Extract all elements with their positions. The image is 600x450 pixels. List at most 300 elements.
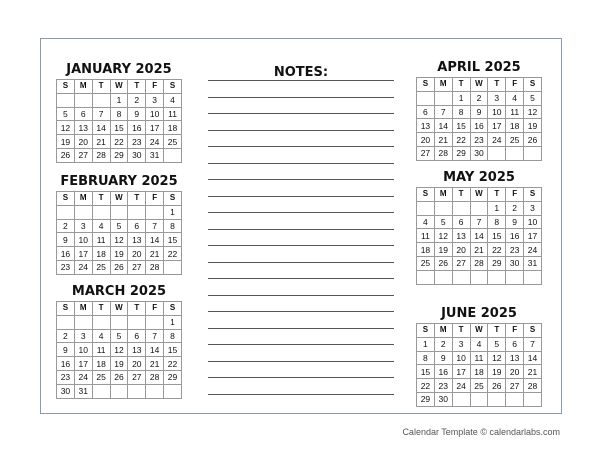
day-cell: 11 xyxy=(417,229,435,243)
weekday-header: T xyxy=(452,324,470,338)
month-grid xyxy=(416,323,542,407)
day-cell: 15 xyxy=(110,121,128,135)
month-title: JANUARY 2025 xyxy=(66,62,172,77)
empty-day-cell xyxy=(417,270,435,284)
empty-day-cell xyxy=(488,270,506,284)
day-cell: 26 xyxy=(110,370,128,384)
day-cell: 27 xyxy=(128,260,146,274)
day-cell: 16 xyxy=(470,119,488,133)
day-cell: 18 xyxy=(92,357,110,371)
empty-day-cell xyxy=(434,270,452,284)
note-line[interactable] xyxy=(208,212,394,213)
weekday-header: F xyxy=(146,80,164,94)
day-cell: 5 xyxy=(434,215,452,229)
empty-day-cell xyxy=(452,392,470,406)
day-cell: 16 xyxy=(434,365,452,379)
day-cell: 28 xyxy=(434,146,452,160)
empty-day-cell xyxy=(417,91,435,105)
day-cell: 4 xyxy=(92,329,110,343)
day-cell: 20 xyxy=(74,135,92,149)
day-cell: 18 xyxy=(470,365,488,379)
weekday-header: T xyxy=(452,78,470,92)
day-cell: 5 xyxy=(524,91,542,105)
day-cell: 1 xyxy=(164,205,182,219)
week-row xyxy=(57,343,182,357)
day-cell: 3 xyxy=(488,91,506,105)
day-cell: 21 xyxy=(524,365,542,379)
note-line[interactable] xyxy=(208,97,394,98)
weekday-header: M xyxy=(434,324,452,338)
day-cell: 6 xyxy=(74,107,92,121)
week-row xyxy=(57,135,182,149)
weekday-header: F xyxy=(146,302,164,316)
day-cell: 28 xyxy=(524,379,542,393)
empty-day-cell xyxy=(452,201,470,215)
day-cell: 2 xyxy=(57,329,75,343)
note-line[interactable] xyxy=(208,163,394,164)
day-cell: 24 xyxy=(488,133,506,147)
day-cell: 13 xyxy=(74,121,92,135)
day-cell: 29 xyxy=(164,370,182,384)
weekday-header: M xyxy=(74,192,92,206)
weekday-header: S xyxy=(524,188,542,202)
note-line[interactable] xyxy=(208,130,394,131)
weekday-header: W xyxy=(110,192,128,206)
day-cell: 12 xyxy=(488,351,506,365)
day-cell: 10 xyxy=(452,351,470,365)
calendar-may xyxy=(416,171,542,285)
day-cell: 20 xyxy=(128,247,146,261)
day-cell: 25 xyxy=(470,379,488,393)
note-line[interactable] xyxy=(208,278,394,279)
day-cell: 16 xyxy=(506,229,524,243)
day-cell: 12 xyxy=(110,343,128,357)
day-cell: 1 xyxy=(110,93,128,107)
week-row xyxy=(57,315,182,329)
week-row xyxy=(57,370,182,384)
month-title: MARCH 2025 xyxy=(71,284,167,299)
day-cell: 20 xyxy=(452,243,470,257)
day-cell: 22 xyxy=(417,379,435,393)
week-row xyxy=(57,329,182,343)
weekday-header: T xyxy=(128,80,146,94)
day-cell: 9 xyxy=(434,351,452,365)
week-row xyxy=(57,233,182,247)
note-line[interactable] xyxy=(208,146,394,147)
day-cell: 31 xyxy=(146,148,164,162)
empty-day-cell xyxy=(57,315,75,329)
week-row xyxy=(417,351,542,365)
day-cell: 21 xyxy=(470,243,488,257)
day-cell: 17 xyxy=(524,229,542,243)
day-cell: 9 xyxy=(57,233,75,247)
day-cell: 2 xyxy=(470,91,488,105)
day-cell: 19 xyxy=(524,119,542,133)
day-cell: 21 xyxy=(92,135,110,149)
day-cell: 7 xyxy=(146,329,164,343)
day-cell: 24 xyxy=(74,370,92,384)
week-row xyxy=(57,107,182,121)
day-cell: 8 xyxy=(164,219,182,233)
day-cell: 23 xyxy=(128,135,146,149)
day-cell: 21 xyxy=(434,133,452,147)
day-cell: 19 xyxy=(434,243,452,257)
weekday-header: S xyxy=(57,192,75,206)
day-cell: 1 xyxy=(452,91,470,105)
day-cell: 11 xyxy=(92,233,110,247)
empty-day-cell xyxy=(128,384,146,398)
day-cell: 23 xyxy=(57,260,75,274)
day-cell: 1 xyxy=(164,315,182,329)
day-cell: 6 xyxy=(417,105,435,119)
day-cell: 30 xyxy=(470,146,488,160)
day-cell: 15 xyxy=(452,119,470,133)
weekday-header: T xyxy=(92,192,110,206)
week-row xyxy=(417,215,542,229)
day-cell: 10 xyxy=(488,105,506,119)
empty-day-cell xyxy=(92,315,110,329)
day-cell: 14 xyxy=(470,229,488,243)
day-cell: 30 xyxy=(506,256,524,270)
day-cell: 18 xyxy=(164,121,182,135)
day-cell: 4 xyxy=(506,91,524,105)
month-title: APRIL 2025 xyxy=(437,60,521,75)
day-cell: 15 xyxy=(164,233,182,247)
empty-day-cell xyxy=(452,270,470,284)
day-cell: 10 xyxy=(524,215,542,229)
empty-day-cell xyxy=(128,205,146,219)
day-cell: 2 xyxy=(506,201,524,215)
note-line[interactable] xyxy=(208,311,394,312)
day-cell: 3 xyxy=(74,219,92,233)
month-title: FEBRUARY 2025 xyxy=(60,174,178,189)
empty-day-cell xyxy=(434,201,452,215)
day-cell: 17 xyxy=(488,119,506,133)
month-title: MAY 2025 xyxy=(443,170,515,185)
empty-day-cell xyxy=(74,93,92,107)
note-line[interactable] xyxy=(208,113,394,114)
day-cell: 17 xyxy=(452,365,470,379)
day-cell: 24 xyxy=(452,379,470,393)
week-row xyxy=(417,392,542,406)
calendar-march xyxy=(56,285,182,399)
day-cell: 28 xyxy=(146,260,164,274)
day-cell: 23 xyxy=(470,133,488,147)
day-cell: 22 xyxy=(110,135,128,149)
day-cell: 8 xyxy=(452,105,470,119)
day-cell: 7 xyxy=(470,215,488,229)
day-cell: 28 xyxy=(146,370,164,384)
empty-day-cell xyxy=(164,148,182,162)
empty-day-cell xyxy=(92,205,110,219)
day-cell: 20 xyxy=(417,133,435,147)
day-cell: 19 xyxy=(57,135,75,149)
note-line[interactable] xyxy=(208,295,394,296)
note-line[interactable] xyxy=(208,80,394,81)
day-cell: 1 xyxy=(417,337,435,351)
day-cell: 28 xyxy=(470,256,488,270)
day-cell: 7 xyxy=(434,105,452,119)
empty-day-cell xyxy=(110,384,128,398)
day-cell: 6 xyxy=(128,329,146,343)
weekday-header: M xyxy=(434,78,452,92)
day-cell: 10 xyxy=(146,107,164,121)
week-row xyxy=(57,219,182,233)
empty-day-cell xyxy=(74,205,92,219)
note-line[interactable] xyxy=(208,196,394,197)
weekday-header: M xyxy=(74,302,92,316)
empty-day-cell xyxy=(110,315,128,329)
calendar-june xyxy=(416,307,542,407)
day-cell: 18 xyxy=(417,243,435,257)
day-cell: 25 xyxy=(417,256,435,270)
note-line[interactable] xyxy=(208,179,394,180)
day-cell: 5 xyxy=(110,219,128,233)
day-cell: 2 xyxy=(128,93,146,107)
day-cell: 15 xyxy=(417,365,435,379)
day-cell: 23 xyxy=(434,379,452,393)
day-cell: 8 xyxy=(110,107,128,121)
weekday-header: S xyxy=(164,302,182,316)
week-row xyxy=(57,121,182,135)
day-cell: 3 xyxy=(146,93,164,107)
empty-day-cell xyxy=(524,146,542,160)
day-cell: 15 xyxy=(164,343,182,357)
day-cell: 9 xyxy=(128,107,146,121)
day-cell: 25 xyxy=(92,260,110,274)
day-cell: 25 xyxy=(164,135,182,149)
weekday-header: S xyxy=(417,188,435,202)
empty-day-cell xyxy=(57,205,75,219)
weekday-header: T xyxy=(128,302,146,316)
day-cell: 25 xyxy=(92,370,110,384)
empty-day-cell xyxy=(506,270,524,284)
calendar-february xyxy=(56,175,182,275)
day-cell: 24 xyxy=(146,135,164,149)
weekday-header: S xyxy=(524,324,542,338)
day-cell: 17 xyxy=(146,121,164,135)
day-cell: 11 xyxy=(164,107,182,121)
week-row xyxy=(417,256,542,270)
day-cell: 1 xyxy=(488,201,506,215)
day-cell: 7 xyxy=(146,219,164,233)
weekday-header: S xyxy=(417,78,435,92)
weekday-header: T xyxy=(128,192,146,206)
day-cell: 10 xyxy=(74,233,92,247)
empty-day-cell xyxy=(146,384,164,398)
day-cell: 29 xyxy=(488,256,506,270)
day-cell: 19 xyxy=(488,365,506,379)
day-cell: 23 xyxy=(506,243,524,257)
day-cell: 31 xyxy=(524,256,542,270)
note-line[interactable] xyxy=(208,344,394,345)
day-cell: 20 xyxy=(128,357,146,371)
day-cell: 6 xyxy=(506,337,524,351)
week-row xyxy=(417,201,542,215)
day-cell: 28 xyxy=(92,148,110,162)
footer-credit: Calendar Template © calendarlabs.com xyxy=(402,427,560,437)
day-cell: 16 xyxy=(128,121,146,135)
day-cell: 16 xyxy=(57,247,75,261)
day-cell: 26 xyxy=(57,148,75,162)
day-cell: 4 xyxy=(417,215,435,229)
day-cell: 17 xyxy=(74,357,92,371)
weekday-header: F xyxy=(146,192,164,206)
day-cell: 13 xyxy=(128,343,146,357)
note-line[interactable] xyxy=(208,262,394,263)
day-cell: 27 xyxy=(452,256,470,270)
week-row xyxy=(57,148,182,162)
day-cell: 18 xyxy=(506,119,524,133)
day-cell: 24 xyxy=(74,260,92,274)
month-grid xyxy=(416,77,542,161)
day-cell: 17 xyxy=(74,247,92,261)
weekday-header: W xyxy=(470,78,488,92)
note-line[interactable] xyxy=(208,328,394,329)
weekday-header: F xyxy=(506,188,524,202)
weekday-header: W xyxy=(110,302,128,316)
empty-day-cell xyxy=(164,260,182,274)
day-cell: 3 xyxy=(524,201,542,215)
weekday-header: S xyxy=(57,80,75,94)
week-row xyxy=(417,119,542,133)
week-row xyxy=(417,270,542,284)
empty-day-cell xyxy=(146,315,164,329)
empty-day-cell xyxy=(146,205,164,219)
note-line[interactable] xyxy=(208,229,394,230)
empty-day-cell xyxy=(506,392,524,406)
day-cell: 6 xyxy=(128,219,146,233)
empty-day-cell xyxy=(110,205,128,219)
day-cell: 4 xyxy=(92,219,110,233)
day-cell: 14 xyxy=(524,351,542,365)
day-cell: 13 xyxy=(452,229,470,243)
empty-day-cell xyxy=(470,201,488,215)
week-row xyxy=(417,146,542,160)
day-cell: 12 xyxy=(57,121,75,135)
weekday-header: T xyxy=(488,78,506,92)
week-row xyxy=(417,105,542,119)
week-row xyxy=(57,357,182,371)
weekday-header: W xyxy=(110,80,128,94)
note-line[interactable] xyxy=(208,394,394,395)
weekday-header: S xyxy=(57,302,75,316)
empty-day-cell xyxy=(57,93,75,107)
day-cell: 22 xyxy=(488,243,506,257)
weekday-header: T xyxy=(92,302,110,316)
empty-day-cell xyxy=(92,384,110,398)
day-cell: 8 xyxy=(417,351,435,365)
day-cell: 18 xyxy=(92,247,110,261)
week-row xyxy=(417,365,542,379)
day-cell: 30 xyxy=(57,384,75,398)
day-cell: 9 xyxy=(506,215,524,229)
week-row xyxy=(417,91,542,105)
empty-day-cell xyxy=(524,392,542,406)
day-cell: 15 xyxy=(488,229,506,243)
empty-day-cell xyxy=(434,91,452,105)
day-cell: 10 xyxy=(74,343,92,357)
month-grid xyxy=(416,187,542,285)
weekday-header: W xyxy=(470,188,488,202)
day-cell: 13 xyxy=(128,233,146,247)
day-cell: 24 xyxy=(524,243,542,257)
day-cell: 11 xyxy=(92,343,110,357)
day-cell: 8 xyxy=(488,215,506,229)
day-cell: 5 xyxy=(57,107,75,121)
day-cell: 3 xyxy=(74,329,92,343)
day-cell: 12 xyxy=(434,229,452,243)
day-cell: 7 xyxy=(524,337,542,351)
day-cell: 19 xyxy=(110,247,128,261)
notes-lines xyxy=(208,64,394,394)
week-row xyxy=(57,93,182,107)
day-cell: 30 xyxy=(128,148,146,162)
day-cell: 14 xyxy=(92,121,110,135)
day-cell: 4 xyxy=(470,337,488,351)
day-cell: 20 xyxy=(506,365,524,379)
day-cell: 5 xyxy=(488,337,506,351)
day-cell: 21 xyxy=(146,247,164,261)
week-row xyxy=(57,247,182,261)
empty-day-cell xyxy=(470,270,488,284)
day-cell: 14 xyxy=(434,119,452,133)
day-cell: 30 xyxy=(434,392,452,406)
day-cell: 31 xyxy=(74,384,92,398)
week-row xyxy=(417,243,542,257)
week-row xyxy=(417,337,542,351)
empty-day-cell xyxy=(74,315,92,329)
empty-day-cell xyxy=(506,146,524,160)
day-cell: 26 xyxy=(524,133,542,147)
empty-day-cell xyxy=(164,384,182,398)
week-row xyxy=(417,133,542,147)
month-grid xyxy=(56,79,182,163)
day-cell: 25 xyxy=(506,133,524,147)
day-cell: 4 xyxy=(164,93,182,107)
day-cell: 29 xyxy=(417,392,435,406)
day-cell: 12 xyxy=(524,105,542,119)
empty-day-cell xyxy=(470,392,488,406)
day-cell: 27 xyxy=(506,379,524,393)
week-row xyxy=(417,229,542,243)
weekday-header: F xyxy=(506,324,524,338)
empty-day-cell xyxy=(488,146,506,160)
week-row xyxy=(57,384,182,398)
empty-day-cell xyxy=(488,392,506,406)
day-cell: 9 xyxy=(470,105,488,119)
day-cell: 23 xyxy=(57,370,75,384)
note-line[interactable] xyxy=(208,361,394,362)
weekday-header: W xyxy=(470,324,488,338)
day-cell: 22 xyxy=(164,357,182,371)
week-row xyxy=(57,205,182,219)
month-grid xyxy=(56,301,182,399)
empty-day-cell xyxy=(128,315,146,329)
empty-day-cell xyxy=(417,201,435,215)
day-cell: 6 xyxy=(452,215,470,229)
month-title: JUNE 2025 xyxy=(441,306,517,321)
day-cell: 14 xyxy=(146,233,164,247)
weekday-header: M xyxy=(434,188,452,202)
day-cell: 14 xyxy=(146,343,164,357)
week-row xyxy=(57,260,182,274)
note-line[interactable] xyxy=(208,245,394,246)
day-cell: 16 xyxy=(57,357,75,371)
weekday-header: M xyxy=(74,80,92,94)
note-line[interactable] xyxy=(208,377,394,378)
weekday-header: S xyxy=(524,78,542,92)
